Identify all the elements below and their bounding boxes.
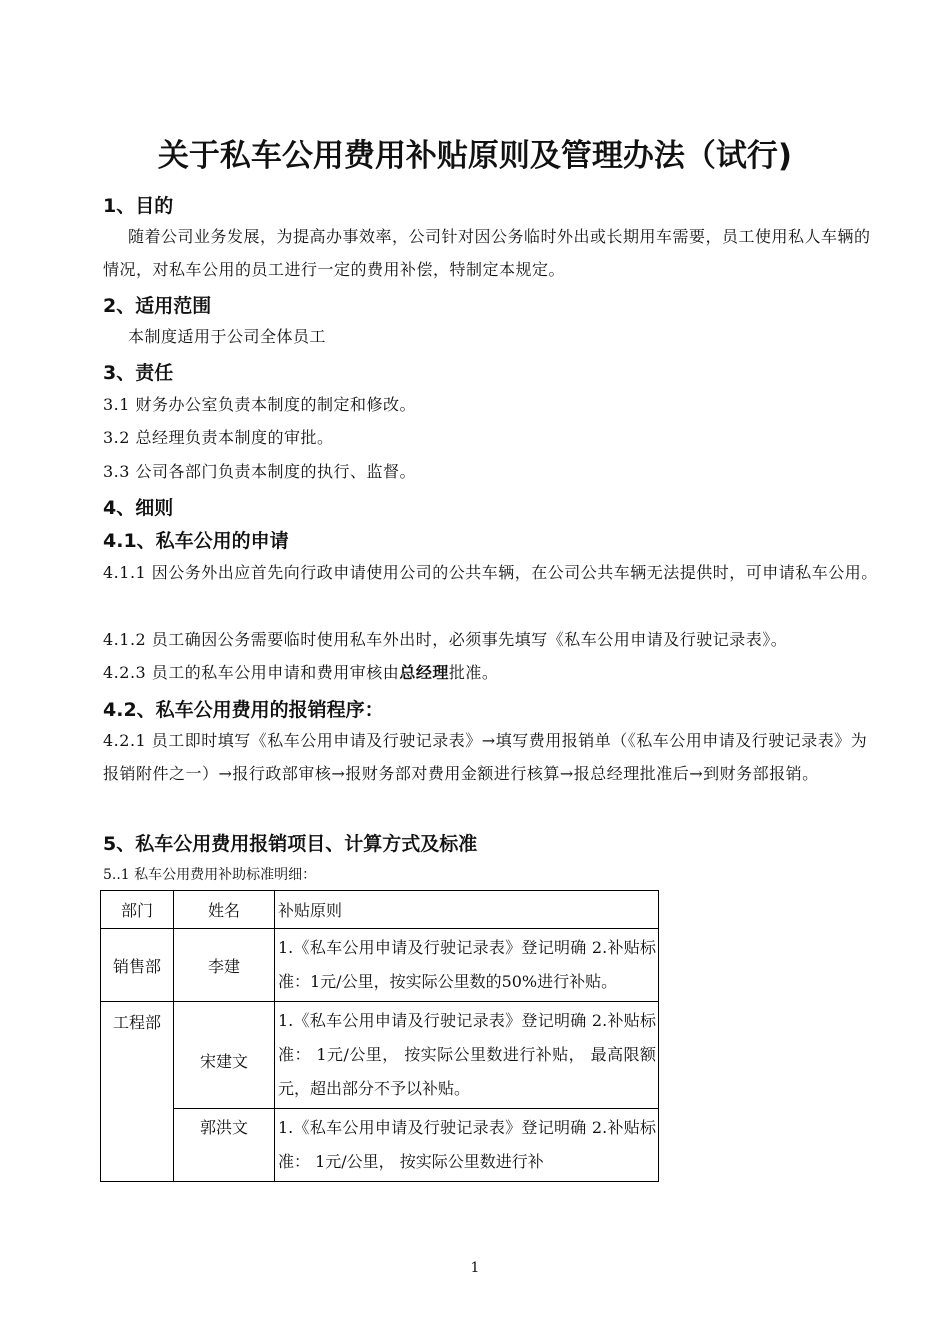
section-3-item-1: 3.1 财务办公室负责本制度的制定和修改。 [103,395,417,414]
section-5-heading: 5、私车公用费用报销项目、计算方式及标准 [103,833,478,855]
section-4-1-heading: 4.1、私车公用的申请 [103,530,289,552]
section-2-heading: 2、适用范围 [103,295,212,317]
header-rule: 补贴原则 [275,891,659,929]
row-2-rule [275,1002,659,1109]
table-row [101,929,659,1002]
item-3-post: 批准。 [448,663,499,682]
table-caption: 5..1 私车公用费用补助标准明细： [103,867,317,883]
item-3-pre: 4.2.3 员工的私车公用申请和费用审核由 [103,663,400,682]
document-title: 关于私车公用费用补贴原则及管理办法（试行) [157,138,793,174]
header-name: 姓名 [174,891,275,929]
section-3-heading: 3、责任 [103,362,174,384]
header-dept: 部门 [101,891,174,929]
section-4-2-text: 4.2.1 员工即时填写《私车公用申请及行驶记录表》→填写费用报销单（《私车公用申请及行驶记录表》为报销附件之一）→报行政部审核→报财务部对费用金额进行核算→报总经理批准后→到财务部报销。 [103,731,868,783]
section-3-item-2: 3.2 总经理负责本制度的审批。 [103,428,334,447]
section-3-item-3: 3.3 公司各部门负责本制度的执行、监督。 [103,462,417,481]
section-4-heading: 4、细则 [103,497,174,519]
row-2-dept: 工程部 [101,1002,174,1182]
section-4-2-heading: 4.2、私车公用费用的报销程序： [103,699,384,721]
table-row [101,1109,659,1182]
page-number: 1 [470,1260,480,1276]
row-1-dept: 销售部 [101,929,174,1002]
section-4-1-item-2: 4.1.2 员工确因公务需要临时使用私车外出时，必须事先填写《私车公用申请及行驶记录表》。 [103,630,788,649]
row-1-rule [275,929,659,1002]
row-1-rule-text: 1.《私车公用申请及行驶记录表》登记明确 2.补贴标准：1元/公里，按实际公里数的50%进行补贴。 [278,938,656,991]
table-row [101,1002,659,1109]
table-header-row [101,891,659,929]
row-3-rule [275,1109,659,1182]
row-3-rule-text: 1.《私车公用申请及行驶记录表》登记明确 2.补贴标准： 1元/公里， 按实际公里数进行补 [278,1118,656,1171]
section-4-1-item-1: 4.1.1 因公务外出应首先向行政申请使用公司的公共车辆，在公司公共车辆无法提供时，可申请私车公用。 [103,563,878,582]
subsidy-table [100,890,659,1182]
item-3-bold: 总经理 [399,663,449,682]
row-2-rule-text: 1.《私车公用申请及行驶记录表》登记明确 2.补贴标准： 1元/公里， 按实际公里数进行补贴， 最高限额 元，超出部分不予以补贴。 [278,1011,656,1098]
section-1-heading: 1、目的 [103,195,174,217]
row-3-name: 郭洪文 [174,1109,275,1182]
section-4-1-item-3 [103,656,883,689]
row-1-name: 李建 [174,929,275,1002]
section-2-text: 本制度适用于公司全体员工 [128,327,327,346]
section-1-text: 随着公司业务发展，为提高办事效率，公司针对因公务临时外出或长期用车需要，员工使用私人车辆的情况，对私车公用的员工进行一定的费用补偿，特制定本规定。 [103,227,871,279]
row-2-name: 宋建文 [174,1002,275,1109]
